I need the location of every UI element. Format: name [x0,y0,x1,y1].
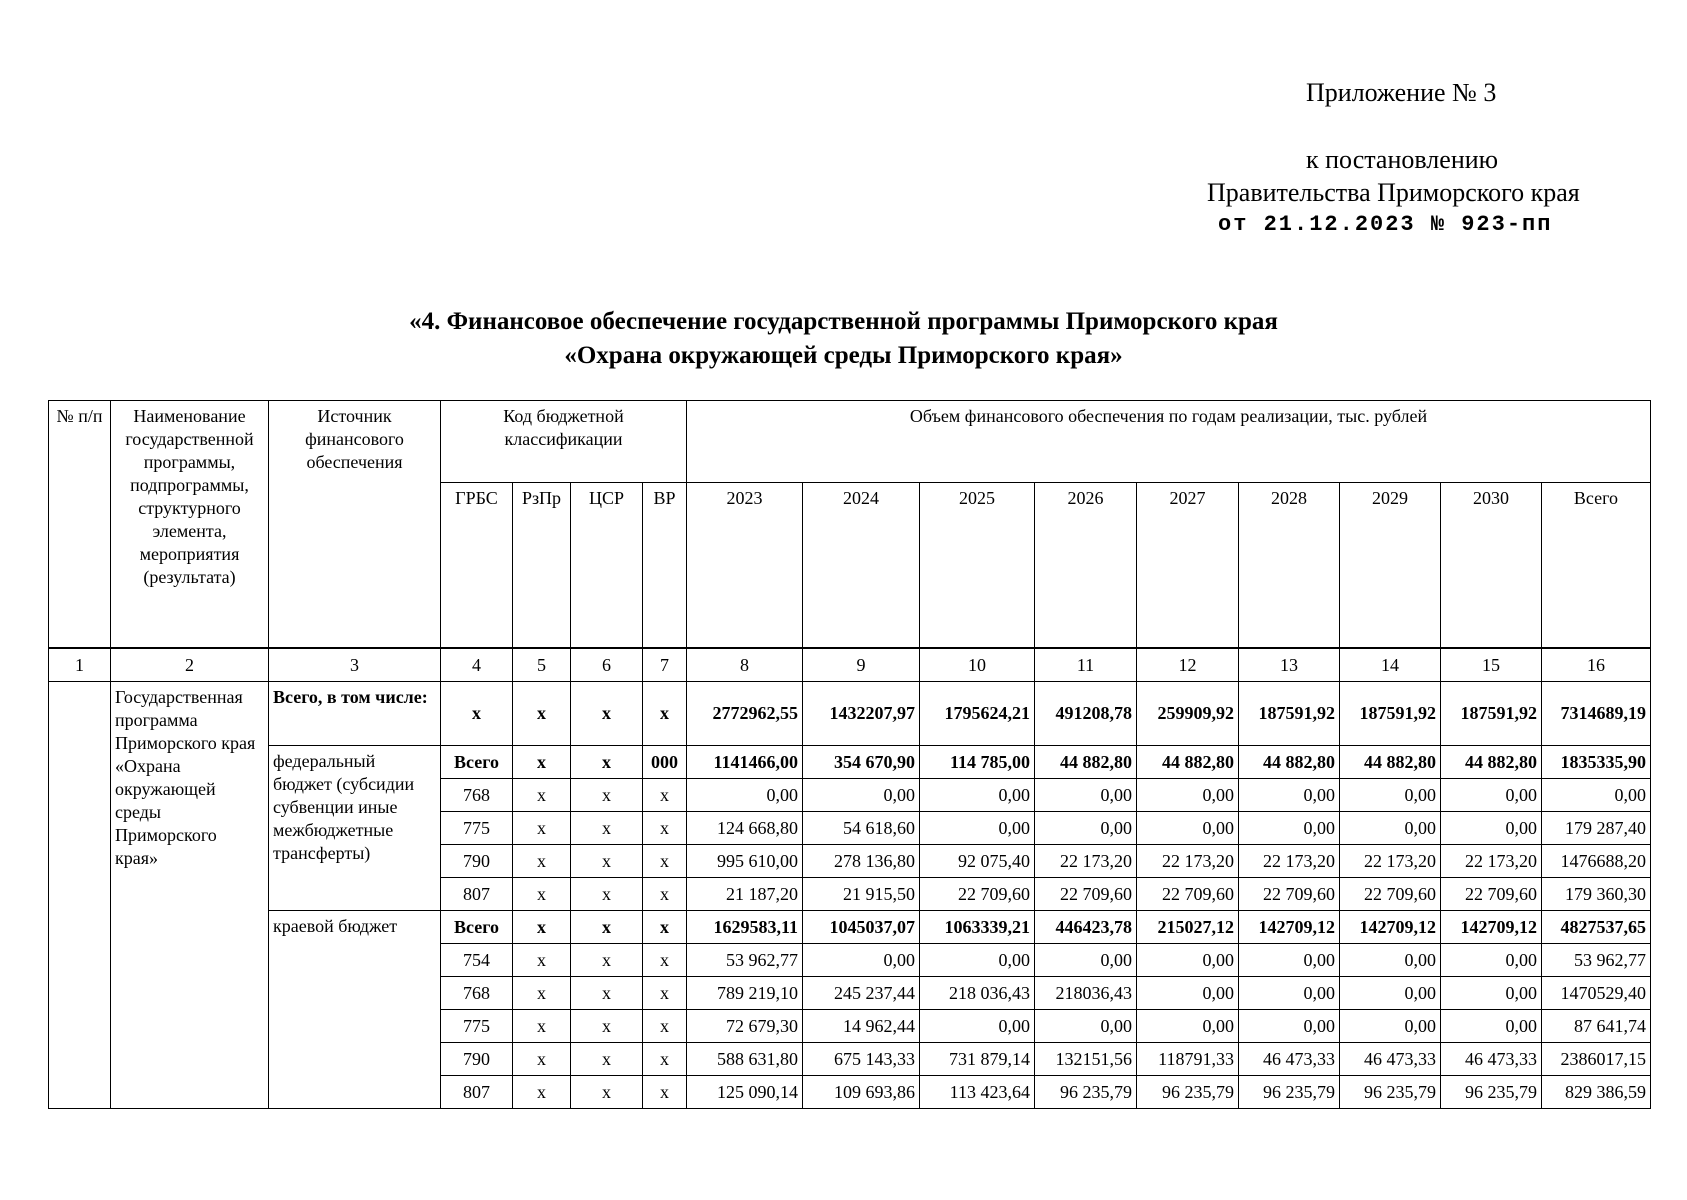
table-cell: 22 709,60 [1441,878,1542,911]
table-cell: 0,00 [1441,977,1542,1010]
table-cell: x [571,812,643,845]
table-cell: x [571,779,643,812]
table-cell: 000 [643,746,687,779]
table-cell: 1432207,97 [803,682,920,746]
table-cell: x [643,911,687,944]
table-cell: 22 173,20 [1441,845,1542,878]
program-name: Государственная программа Приморского края «Охрана окружающей среды Приморского края» [111,682,269,1109]
table-cell: 278 136,80 [803,845,920,878]
col-header-num: № п/п [49,401,111,648]
table-cell: 22 173,20 [1340,845,1441,878]
table-cell: 259909,92 [1137,682,1239,746]
table-cell: 0,00 [1239,812,1340,845]
table-cell: 0,00 [1340,812,1441,845]
table-cell: 109 693,86 [803,1076,920,1109]
table-cell: 0,00 [1137,944,1239,977]
table-cell: 124 668,80 [687,812,803,845]
table-cell: 132151,56 [1035,1043,1137,1076]
table-row-index [49,649,1651,682]
col-header-total: Всего [1542,483,1651,648]
table-cell: 9 [803,649,920,682]
source-federal: федеральный бюджет (субсидии субвенции иные межбюджетные трансферты) [269,746,441,911]
col-header-name: Наименование государственной программы, подпрограммы, структурного элемента, мероприятия (результата) [111,401,269,648]
table-cell: 6 [571,649,643,682]
appendix-line-3: от 21.12.2023 № 923-пп [1218,212,1553,237]
table-cell: 53 962,77 [1542,944,1651,977]
table-cell: 179 360,30 [1542,878,1651,911]
table-cell: Всего [441,911,513,944]
table-cell: x [513,1076,571,1109]
table-cell: x [643,878,687,911]
table-cell: x [643,977,687,1010]
table-cell: 15 [1441,649,1542,682]
table-cell: 22 173,20 [1239,845,1340,878]
table-cell: 2 [111,649,269,682]
table-cell: 1476688,20 [1542,845,1651,878]
table-cell: 21 187,20 [687,878,803,911]
table-cell: 0,00 [1137,779,1239,812]
table-cell: 22 709,60 [1035,878,1137,911]
table-cell: 789 219,10 [687,977,803,1010]
table-cell: 0,00 [1542,779,1651,812]
table-cell: 10 [920,649,1035,682]
table-cell: x [643,944,687,977]
table-cell: x [571,1076,643,1109]
document-title-line-1: «4. Финансовое обеспечение государственной программы Приморского края [409,308,1278,335]
table-row [49,746,1651,779]
table-cell: 125 090,14 [687,1076,803,1109]
table-cell: x [571,682,643,746]
table-cell: Всего [441,746,513,779]
table-cell: 72 679,30 [687,1010,803,1043]
table-row [49,911,1651,944]
table-cell: 0,00 [1340,779,1441,812]
table-cell: x [643,1076,687,1109]
table-cell: 92 075,40 [920,845,1035,878]
table-cell: 3 [269,649,441,682]
document-title-line-2: «Охрана окружающей среды Приморского края» [564,342,1123,369]
table-cell: x [513,977,571,1010]
table-cell: 0,00 [1441,812,1542,845]
table-cell: 768 [441,779,513,812]
table-cell: 8 [687,649,803,682]
table-cell: x [513,812,571,845]
table-cell: 775 [441,812,513,845]
table-cell: x [513,845,571,878]
table-cell: 807 [441,1076,513,1109]
table-cell: x [571,845,643,878]
table-cell: 96 235,79 [1340,1076,1441,1109]
table-cell: 754 [441,944,513,977]
table-cell: 11 [1035,649,1137,682]
table-cell: 0,00 [1441,944,1542,977]
table-cell: 218 036,43 [920,977,1035,1010]
table-cell: 2772962,55 [687,682,803,746]
table-cell: 187591,92 [1340,682,1441,746]
table-cell: 0,00 [1137,977,1239,1010]
table-cell: 0,00 [1239,944,1340,977]
col-header-year: 2023 [687,483,803,648]
table-cell: 16 [1542,649,1651,682]
row-number [49,682,111,1109]
table-cell: 0,00 [920,812,1035,845]
table-cell: 1045037,07 [803,911,920,944]
table-cell: 829 386,59 [1542,1076,1651,1109]
table-cell: 187591,92 [1441,682,1542,746]
table-cell: x [571,746,643,779]
table-cell: 0,00 [1035,812,1137,845]
table-cell: 44 882,80 [1035,746,1137,779]
table-cell: x [441,682,513,746]
table-cell: 0,00 [1239,977,1340,1010]
table-cell: 0,00 [687,779,803,812]
table-cell: x [513,1010,571,1043]
table-cell: 1141466,00 [687,746,803,779]
table-cell: 1835335,90 [1542,746,1651,779]
table-cell: x [513,944,571,977]
table-cell: 4 [441,649,513,682]
table-cell: 1063339,21 [920,911,1035,944]
table-cell: 491208,78 [1035,682,1137,746]
table-cell: 14 [1340,649,1441,682]
table-cell: 0,00 [920,1010,1035,1043]
table-cell: 0,00 [920,779,1035,812]
table-cell: x [513,779,571,812]
table-cell: 1 [49,649,111,682]
table-cell: 96 235,79 [1035,1076,1137,1109]
table-cell: x [513,1043,571,1076]
col-header-year: 2027 [1137,483,1239,648]
table-cell: 0,00 [803,944,920,977]
table-cell: 22 709,60 [1340,878,1441,911]
table-cell: 54 618,60 [803,812,920,845]
table-cell: 22 173,20 [1035,845,1137,878]
table-cell: x [643,779,687,812]
table-cell: 0,00 [1239,1010,1340,1043]
table-cell: x [643,682,687,746]
table-cell: 0,00 [803,779,920,812]
table-cell: 12 [1137,649,1239,682]
table-cell: 44 882,80 [1340,746,1441,779]
table-cell: 1470529,40 [1542,977,1651,1010]
table-cell: x [571,1043,643,1076]
table-cell: 1795624,21 [920,682,1035,746]
table-cell: 731 879,14 [920,1043,1035,1076]
table-cell: 142709,12 [1239,911,1340,944]
table-cell: x [513,911,571,944]
table-cell: 0,00 [1340,1010,1441,1043]
table-header [48,400,1651,648]
table-cell: x [643,1010,687,1043]
source-regional: краевой бюджет [269,911,441,1109]
table-cell: 13 [1239,649,1340,682]
table-cell: 187591,92 [1239,682,1340,746]
table-cell: 46 473,33 [1340,1043,1441,1076]
col-header-csr: ЦСР [571,483,643,648]
table-cell: 807 [441,878,513,911]
col-header-year: 2024 [803,483,920,648]
table-cell: 790 [441,845,513,878]
table-cell: 0,00 [1441,779,1542,812]
finance-table [48,648,1651,1109]
table-cell: x [571,911,643,944]
table-cell: 87 641,74 [1542,1010,1651,1043]
appendix-title: Приложение № 3 [1306,78,1497,107]
table-cell: 245 237,44 [803,977,920,1010]
table-cell: x [571,1010,643,1043]
table-cell: 0,00 [1035,944,1137,977]
col-header-year: 2025 [920,483,1035,648]
table-cell: 22 709,60 [1137,878,1239,911]
table-cell: 0,00 [1340,977,1441,1010]
table-cell: 179 287,40 [1542,812,1651,845]
table-cell: 44 882,80 [1441,746,1542,779]
col-header-volume-group: Объем финансового обеспечения по годам реализации, тыс. рублей [687,401,1651,483]
table-cell: x [571,977,643,1010]
table-cell: 7314689,19 [1542,682,1651,746]
appendix-line-2: Правительства Приморского края [1207,178,1580,207]
table-cell: 0,00 [1340,944,1441,977]
table-cell: 0,00 [1137,812,1239,845]
table-cell: x [513,746,571,779]
table-cell: 218036,43 [1035,977,1137,1010]
table-cell: 995 610,00 [687,845,803,878]
table-cell: 44 882,80 [1239,746,1340,779]
table-cell: x [571,944,643,977]
col-header-rzpr: РзПр [513,483,571,648]
col-header-year: 2029 [1340,483,1441,648]
table-cell: 96 235,79 [1137,1076,1239,1109]
table-cell: 5 [513,649,571,682]
table-cell: 446423,78 [1035,911,1137,944]
table-cell: 1629583,11 [687,911,803,944]
table-cell: 96 235,79 [1441,1076,1542,1109]
table-cell: 354 670,90 [803,746,920,779]
table-cell: x [513,682,571,746]
table-cell: 0,00 [1239,779,1340,812]
table-cell: 768 [441,977,513,1010]
table-cell: 4827537,65 [1542,911,1651,944]
table-row [49,682,1651,746]
table-cell: 46 473,33 [1239,1043,1340,1076]
table-cell: 142709,12 [1340,911,1441,944]
appendix-line-1: к постановлению [1306,145,1499,174]
table-cell: x [571,878,643,911]
table-cell: 113 423,64 [920,1076,1035,1109]
table-cell: 14 962,44 [803,1010,920,1043]
table-cell: x [513,878,571,911]
col-header-grbs: ГРБС [441,483,513,648]
table-cell: 96 235,79 [1239,1076,1340,1109]
table-cell: 21 915,50 [803,878,920,911]
table-cell: 2386017,15 [1542,1043,1651,1076]
table-cell: 53 962,77 [687,944,803,977]
table-cell: 0,00 [1035,1010,1137,1043]
table-cell: x [643,1043,687,1076]
table-cell: x [643,845,687,878]
table-cell: 0,00 [920,944,1035,977]
col-header-year: 2030 [1441,483,1542,648]
table-cell: 588 631,80 [687,1043,803,1076]
table-cell: 22 173,20 [1137,845,1239,878]
table-cell: 775 [441,1010,513,1043]
table-cell: 675 143,33 [803,1043,920,1076]
table-cell: 0,00 [1137,1010,1239,1043]
table-cell: 7 [643,649,687,682]
col-header-vr: ВР [643,483,687,648]
table-cell: 22 709,60 [920,878,1035,911]
table-cell: 0,00 [1035,779,1137,812]
col-header-code-group: Код бюджетной классификации [441,401,687,483]
col-header-source: Источник финансового обеспечения [269,401,441,648]
col-header-year: 2026 [1035,483,1137,648]
table-cell: 44 882,80 [1137,746,1239,779]
source-total-label: Всего, в том числе: [269,682,441,746]
table-cell: 46 473,33 [1441,1043,1542,1076]
table-cell: 118791,33 [1137,1043,1239,1076]
table-cell: 114 785,00 [920,746,1035,779]
table-cell: 215027,12 [1137,911,1239,944]
col-header-year: 2028 [1239,483,1340,648]
table-cell: 22 709,60 [1239,878,1340,911]
table-cell: 142709,12 [1441,911,1542,944]
table-cell: 0,00 [1441,1010,1542,1043]
table-cell: x [643,812,687,845]
table-cell: 790 [441,1043,513,1076]
